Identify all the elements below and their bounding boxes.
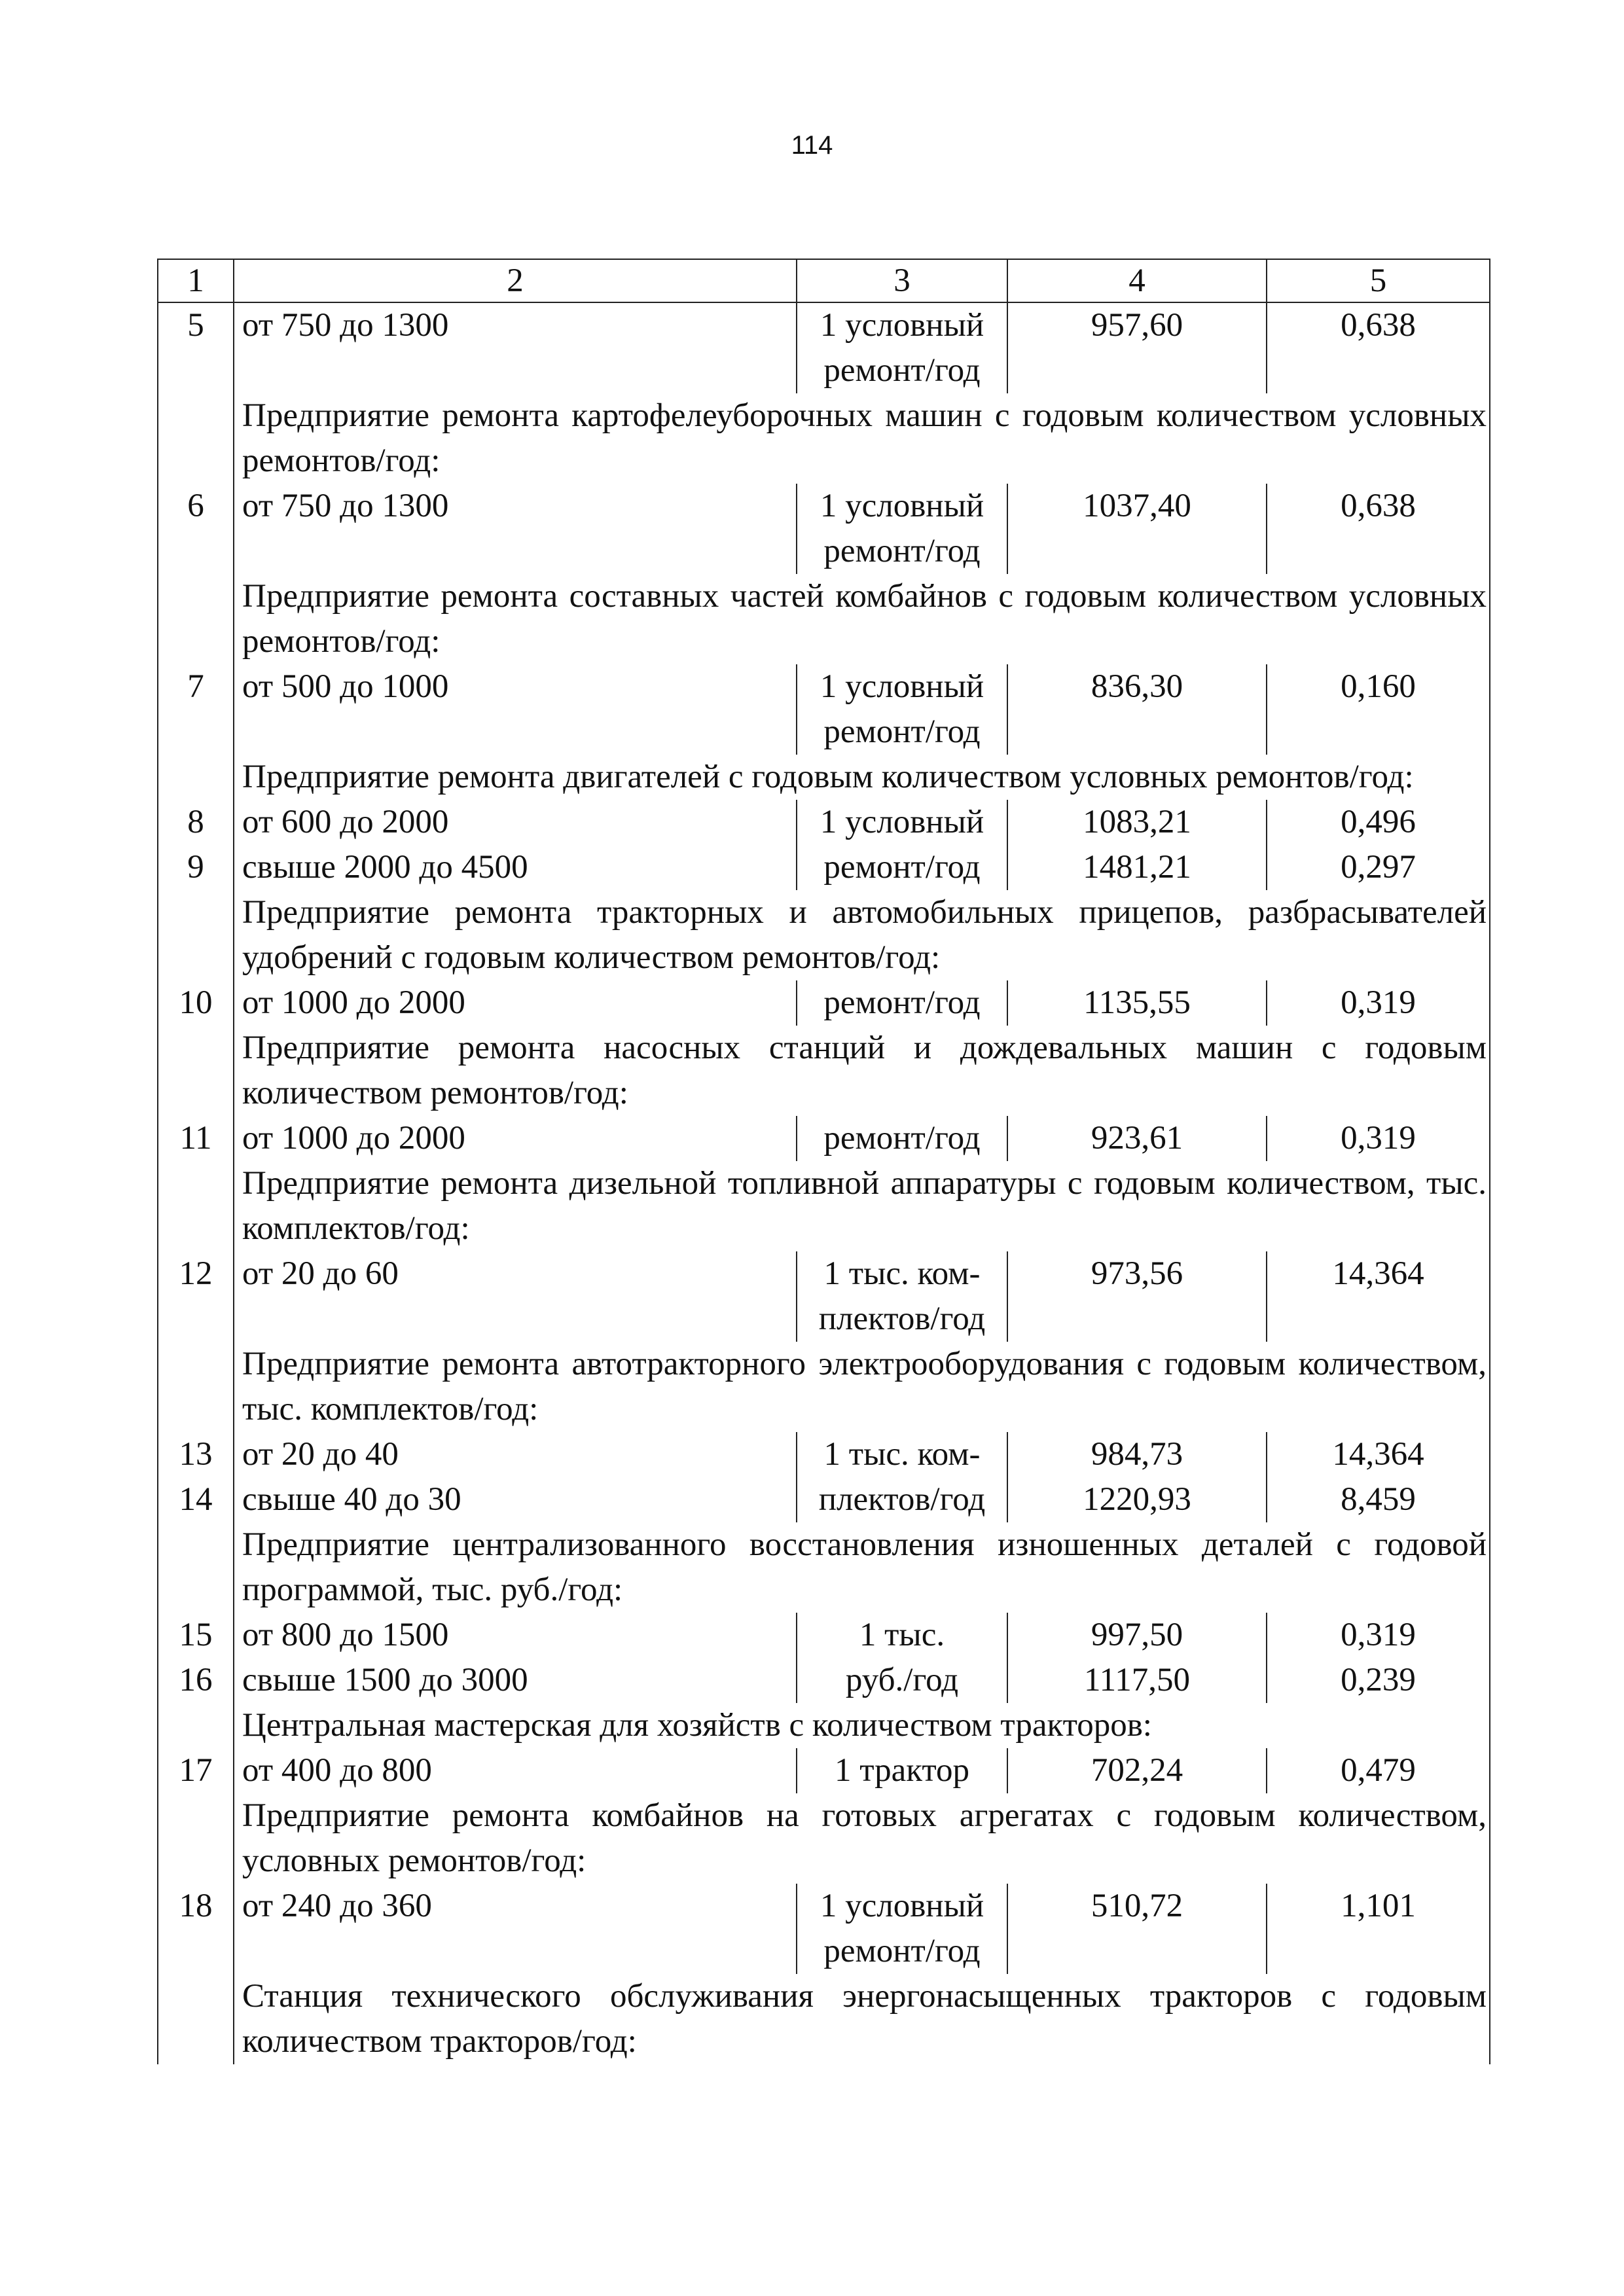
group-heading-row: [158, 574, 1490, 664]
unit-cell: 1 условный ремонт/год: [797, 664, 1007, 755]
unit-cell: 1 условный ремонт/год: [797, 1884, 1007, 1974]
row-number: 8: [158, 800, 234, 845]
unit-cell: ремонт/год: [797, 1116, 1007, 1161]
norms-table: [157, 259, 1490, 2064]
table-row: [158, 1432, 1490, 1477]
group-description: Предприятие ремонта комбайнов на готовых агрегатах с годовым количеством, условных ремонтов/год:: [234, 1793, 1490, 1884]
row-number-empty: [158, 755, 234, 800]
row-number-empty: [158, 393, 234, 484]
table-row: [158, 664, 1490, 755]
coefficient-cell: 0,479: [1267, 1748, 1490, 1793]
unit-cell: 1 условный: [797, 800, 1007, 845]
group-description: Предприятие ремонта дизельной топливной аппаратуры с годовым количеством, тыс. комплектов/год:: [234, 1161, 1490, 1251]
column-header: 4: [1007, 259, 1267, 302]
range-cell: от 500 до 1000: [234, 664, 797, 755]
row-number-empty: [158, 1342, 234, 1432]
row-number-empty: [158, 1161, 234, 1251]
value-cell: 957,60: [1007, 302, 1267, 393]
coefficient-cell: 0,638: [1267, 484, 1490, 574]
range-cell: от 750 до 1300: [234, 484, 797, 574]
table-row: [158, 1613, 1490, 1658]
range-cell: от 1000 до 2000: [234, 1116, 797, 1161]
value-cell: 1037,40: [1007, 484, 1267, 574]
range-cell: от 750 до 1300: [234, 302, 797, 393]
unit-cell: 1 тыс.: [797, 1613, 1007, 1658]
column-header: 5: [1267, 259, 1490, 302]
group-heading-row: [158, 1026, 1490, 1116]
value-cell: 923,61: [1007, 1116, 1267, 1161]
group-heading-row: [158, 393, 1490, 484]
table-row: [158, 484, 1490, 574]
range-cell: свыше 2000 до 4500: [234, 845, 797, 890]
row-number: 14: [158, 1477, 234, 1522]
coefficient-cell: 0,638: [1267, 302, 1490, 393]
group-heading-row: [158, 1161, 1490, 1251]
row-number: 18: [158, 1884, 234, 1974]
value-cell: 836,30: [1007, 664, 1267, 755]
row-number-empty: [158, 574, 234, 664]
unit-cell: руб./год: [797, 1658, 1007, 1703]
table-row: [158, 1116, 1490, 1161]
group-heading-row: [158, 755, 1490, 800]
value-cell: 973,56: [1007, 1251, 1267, 1342]
value-cell: 510,72: [1007, 1884, 1267, 1974]
range-cell: от 800 до 1500: [234, 1613, 797, 1658]
column-header: 2: [234, 259, 797, 302]
group-heading-row: [158, 1703, 1490, 1748]
coefficient-cell: 8,459: [1267, 1477, 1490, 1522]
coefficient-cell: 0,160: [1267, 664, 1490, 755]
table-row: [158, 302, 1490, 393]
column-header: 1: [158, 259, 234, 302]
row-number: 10: [158, 980, 234, 1026]
table-row: [158, 800, 1490, 845]
table-row: [158, 1477, 1490, 1522]
coefficient-cell: 0,319: [1267, 980, 1490, 1026]
table-row: [158, 1884, 1490, 1974]
range-cell: от 600 до 2000: [234, 800, 797, 845]
value-cell: 1220,93: [1007, 1477, 1267, 1522]
row-number: 13: [158, 1432, 234, 1477]
table-row: [158, 1748, 1490, 1793]
table-row: [158, 980, 1490, 1026]
unit-cell: плектов/год: [797, 1477, 1007, 1522]
unit-cell: ремонт/год: [797, 980, 1007, 1026]
group-description: Предприятие централизованного восстановления изношенных деталей с годовой программой, тыс. руб./год:: [234, 1522, 1490, 1613]
range-cell: свыше 40 до 30: [234, 1477, 797, 1522]
table-body: [158, 302, 1490, 2064]
unit-cell: 1 трактор: [797, 1748, 1007, 1793]
row-number: 9: [158, 845, 234, 890]
value-cell: 1117,50: [1007, 1658, 1267, 1703]
group-description: Предприятие ремонта двигателей с годовым количеством условных ремонтов/год:: [234, 755, 1490, 800]
group-description: Предприятие ремонта картофелеуборочных машин с годовым количеством условных ремонтов/год:: [234, 393, 1490, 484]
row-number: 7: [158, 664, 234, 755]
unit-cell: 1 условный ремонт/год: [797, 484, 1007, 574]
row-number-empty: [158, 1026, 234, 1116]
unit-cell: 1 тыс. ком-: [797, 1432, 1007, 1477]
coefficient-cell: 0,319: [1267, 1116, 1490, 1161]
range-cell: от 400 до 800: [234, 1748, 797, 1793]
coefficient-cell: 14,364: [1267, 1251, 1490, 1342]
row-number: 12: [158, 1251, 234, 1342]
value-cell: 1135,55: [1007, 980, 1267, 1026]
column-header: 3: [797, 259, 1007, 302]
group-heading-row: [158, 1522, 1490, 1613]
row-number: 16: [158, 1658, 234, 1703]
unit-cell: 1 условный ремонт/год: [797, 302, 1007, 393]
value-cell: 997,50: [1007, 1613, 1267, 1658]
row-number-empty: [158, 1974, 234, 2064]
value-cell: 702,24: [1007, 1748, 1267, 1793]
value-cell: 1481,21: [1007, 845, 1267, 890]
group-description: Станция технического обслуживания энергонасыщенных тракторов с годовым количеством тракторов/год:: [234, 1974, 1490, 2064]
group-description: Предприятие ремонта составных частей комбайнов с годовым количеством условных ремонтов/год:: [234, 574, 1490, 664]
coefficient-cell: 0,239: [1267, 1658, 1490, 1703]
row-number: 11: [158, 1116, 234, 1161]
group-description: Центральная мастерская для хозяйств с количеством тракторов:: [234, 1703, 1490, 1748]
range-cell: свыше 1500 до 3000: [234, 1658, 797, 1703]
group-description: Предприятие ремонта насосных станций и дождевальных машин с годовым количеством ремонтов/год:: [234, 1026, 1490, 1116]
row-number: 5: [158, 302, 234, 393]
range-cell: от 20 до 40: [234, 1432, 797, 1477]
row-number-empty: [158, 1793, 234, 1884]
row-number: 15: [158, 1613, 234, 1658]
value-cell: 1083,21: [1007, 800, 1267, 845]
table-row: [158, 1251, 1490, 1342]
coefficient-cell: 0,319: [1267, 1613, 1490, 1658]
row-number-empty: [158, 1703, 234, 1748]
group-heading-row: [158, 1974, 1490, 2064]
group-description: Предприятие ремонта автотракторного электрооборудования с годовым количеством, тыс. комплектов/год:: [234, 1342, 1490, 1432]
unit-cell: ремонт/год: [797, 845, 1007, 890]
row-number: 6: [158, 484, 234, 574]
group-heading-row: [158, 890, 1490, 980]
range-cell: от 1000 до 2000: [234, 980, 797, 1026]
table-row: [158, 1658, 1490, 1703]
row-number-empty: [158, 890, 234, 980]
coefficient-cell: 0,297: [1267, 845, 1490, 890]
coefficient-cell: 14,364: [1267, 1432, 1490, 1477]
group-heading-row: [158, 1342, 1490, 1432]
coefficient-cell: 1,101: [1267, 1884, 1490, 1974]
range-cell: от 20 до 60: [234, 1251, 797, 1342]
column-number-row: [158, 259, 1490, 302]
group-heading-row: [158, 1793, 1490, 1884]
coefficient-cell: 0,496: [1267, 800, 1490, 845]
row-number: 17: [158, 1748, 234, 1793]
group-description: Предприятие ремонта тракторных и автомобильных прицепов, разбрасывателей удобрений с годовым количеством ремонтов/год:: [234, 890, 1490, 980]
table-row: [158, 845, 1490, 890]
row-number-empty: [158, 1522, 234, 1613]
range-cell: от 240 до 360: [234, 1884, 797, 1974]
page-number: 114: [791, 131, 833, 160]
value-cell: 984,73: [1007, 1432, 1267, 1477]
unit-cell: 1 тыс. ком- плектов/год: [797, 1251, 1007, 1342]
